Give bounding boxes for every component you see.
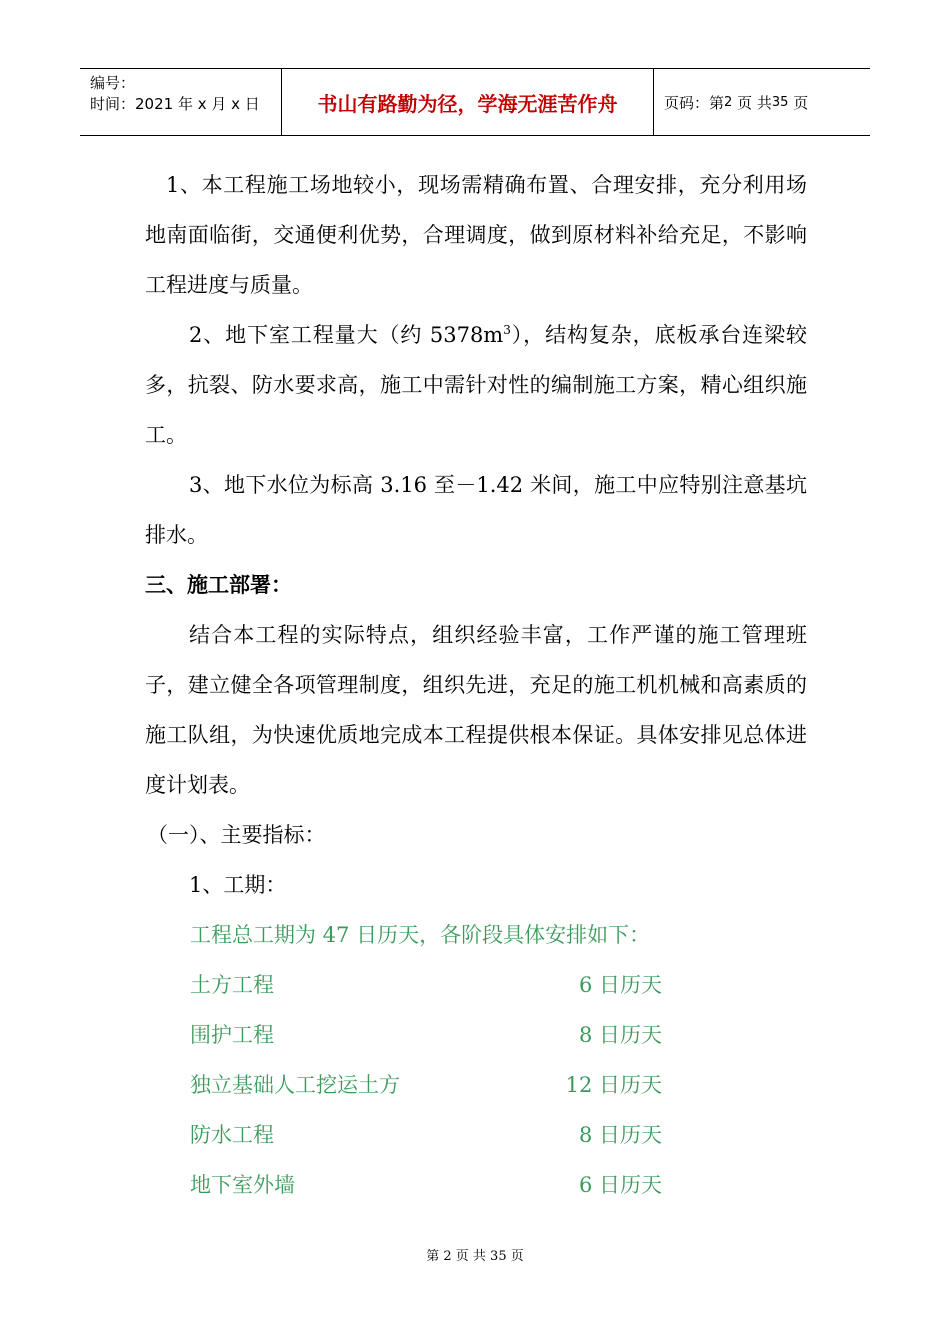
document-date-label: 时间：2021 年 x 月 x 日 — [90, 95, 260, 113]
page-footer: 第 2 页 共 35 页 — [426, 1249, 524, 1264]
schedule-item-duration: 12 日历天 — [565, 1073, 662, 1097]
superscript-cubic: 3 — [503, 323, 511, 337]
paragraph-site-constraints: 1、本工程施工场地较小，现场需精确布置、合理安排，充分利用场地南面临街，交通便利优势，合理调度，做到原材料补给充足，不影响工程进度与质量。 — [145, 173, 807, 297]
paragraph-basement-volume-pre: 2、地下室工程量大（约 5378m — [189, 323, 504, 347]
page-prefix: 页码：第 — [664, 93, 725, 112]
schedule-item-duration: 6 日历天 — [578, 1173, 662, 1197]
paragraph-basement-volume — [145, 310, 807, 460]
page-total: 35 — [771, 94, 789, 110]
paragraph-basement-volume-post: ），结构复杂，底板承台连梁较多，抗裂、防水要求高，施工中需针对性的编制施工方案，精心组织施工。 — [145, 323, 807, 447]
schedule-item-name: 防水工程 — [190, 1123, 274, 1147]
header-info-cell — [80, 69, 282, 135]
schedule-item-name: 独立基础人工挖运土方 — [190, 1073, 400, 1097]
schedule-item-duration: 8 日历天 — [578, 1123, 662, 1147]
section-heading-deployment: 三、施工部署： — [145, 573, 292, 597]
schedule-row — [145, 1010, 807, 1060]
schedule-item-name: 地下室外墙 — [190, 1173, 295, 1197]
schedule-item-name: 围护工程 — [190, 1023, 274, 1047]
schedule-row — [145, 1060, 807, 1110]
page-header — [80, 68, 870, 136]
schedule-row — [145, 960, 807, 1010]
schedule-row — [145, 1110, 807, 1160]
schedule-item-duration: 6 日历天 — [578, 973, 662, 997]
header-page-indicator — [654, 69, 870, 135]
page-mid: 页 共 — [737, 93, 772, 112]
schedule-row — [145, 1160, 807, 1210]
schedule-intro: 工程总工期为 47 日历天，各阶段具体安排如下： — [190, 923, 651, 947]
subheading-duration: 1、工期： — [189, 873, 287, 897]
subheading-main-indicators: （一）、主要指标： — [147, 823, 326, 847]
schedule-block — [145, 910, 807, 1210]
schedule-item-name: 土方工程 — [190, 973, 274, 997]
paragraph-groundwater: 3、地下水位为标高 3.16 至－1.42 米间，施工中应特别注意基坑排水。 — [145, 473, 807, 547]
page-suffix: 页 — [793, 93, 809, 112]
document-number-label: 编号： — [90, 74, 136, 92]
document-body — [145, 160, 807, 1210]
page-number: 2 — [724, 94, 733, 110]
paragraph-deployment: 结合本工程的实际特点，组织经验丰富，工作严谨的施工管理班子，建立健全各项管理制度，组织先进，充足的施工机机械和高素质的施工队组，为快速优质地完成本工程提供根本保证。具体安排见总体进度计划表。 — [145, 623, 807, 797]
schedule-item-duration: 8 日历天 — [578, 1023, 662, 1047]
header-motto: 书山有路勤为径，学海无涯苦作舟 — [282, 69, 654, 135]
